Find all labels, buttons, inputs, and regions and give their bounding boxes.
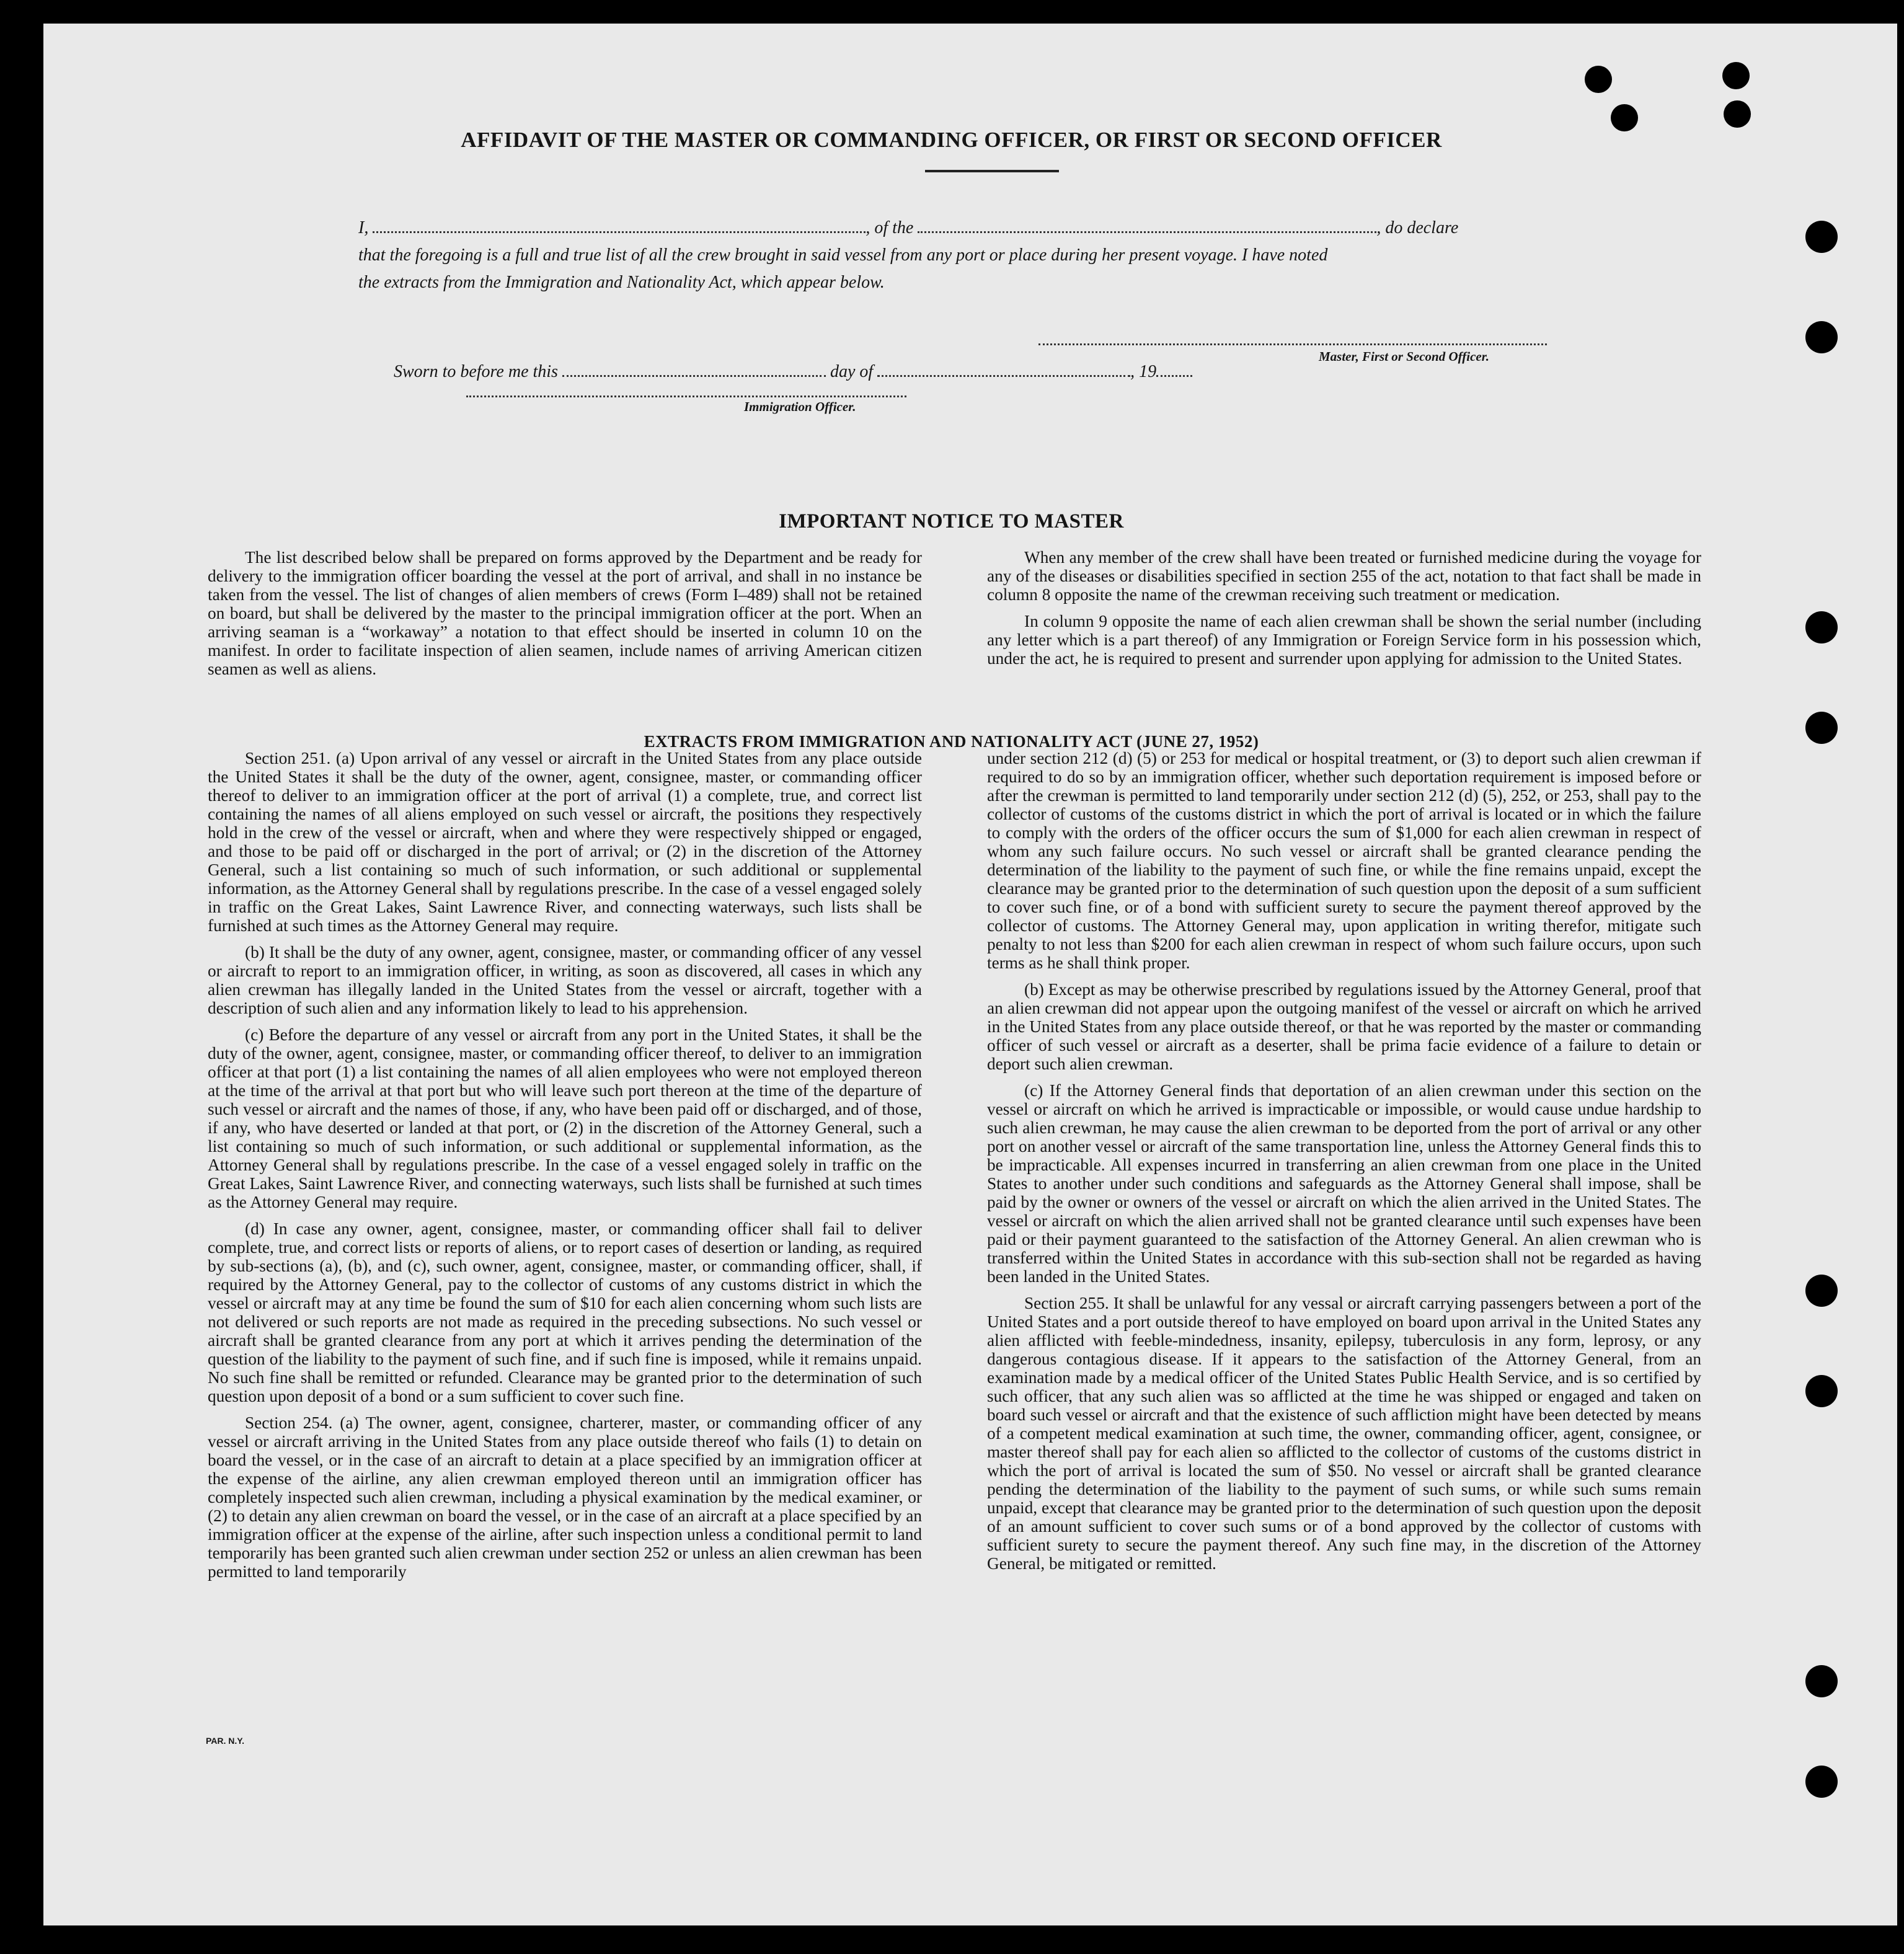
notice-paragraph: In column 9 opposite the name of each alien crewman shall be shown the serial number (including any letter which is a part thereof) of any Immigration or Foreign Service form in his possession which, under the act, he is required to present and surrender upon applying for admission to the United States. [987,612,1701,668]
section-254-b: (b) Except as may be otherwise prescribed by regulations issued by the Attorney General, proof that an alien crewman did not appear upon the outgoing manifest of the vessel or aircraft on which he arrived in the United States from any place outside thereof, or that he was reported by the master or commanding officer of such vessel or aircraft as a deserter, shall be prima facie evidence of a failure to detain or deport such alien crewman. [987,980,1701,1073]
master-signature-field[interactable] [1038,343,1547,345]
affidavit-title: AFFIDAVIT OF THE MASTER OR COMMANDING OFFICER, OR FIRST OR SECOND OFFICER [461,128,1442,152]
punch-hole [1805,1766,1838,1798]
punch-hole [1805,611,1838,643]
extracts-heading: EXTRACTS FROM IMMIGRATION AND NATIONALITY ACT (JUNE 27, 1952) [644,732,1259,751]
punch-hole [1805,1665,1838,1697]
declaration [358,214,1591,296]
declaration-line-1 [358,214,1591,242]
punch-hole [1585,66,1612,93]
printer-mark: PAR. N.Y. [206,1736,244,1746]
extracts-left-column [208,749,922,1581]
sworn-month-field[interactable] [877,361,1130,377]
punch-hole [1805,221,1838,253]
notice-right-column [987,548,1701,668]
sworn-day-field[interactable] [562,361,826,377]
extracts-right-column [987,749,1701,1573]
notice-paragraph: The list described below shall be prepared on forms approved by the Department and be ready for delivery to the immigration officer boarding the vessel at the port of arrival, and shall in no instance be taken from the vessel. The list of changes of alien members of crews (Form I–489) shall not be retained on board, but shall be delivered by the master to the principal immigration officer at the port. When an arriving seaman is a “workaway” a notation to that effect should be inserted in column 10 on the manifest. In order to facilitate inspection of alien seamen, include names of arriving American citizen seamen as well as aliens. [208,548,922,678]
title-rule [925,170,1059,172]
section-251-d: (d) In case any owner, agent, consignee, master, or commanding officer shall fail to deliver complete, true, and correct lists or reports of aliens, or to report cases of desertion or landing, as required by sub-sections (a), (b), and (c), such owner, agent, consignee, master, or commanding officer, shall, if required by the Attorney General, pay to the collector of customs of any customs district in which the vessel or aircraft may at any time be found the sum of $10 for each alien concerning whom such lists are not delivered or such reports are not made as required in the preceding subsections. No such vessel or aircraft shall be granted clearance from any port at which it arrives pending the determination of the question of the liability to the payment of such fine, and if such fine is imposed, while it remains unpaid. No such fine shall be remitted or refunded. Clearance may be granted prior to the determination of such question upon deposit of a bond or a sum sufficient to cover such fine. [208,1219,922,1405]
sworn-line [394,361,1386,382]
sworn-year-field[interactable] [1156,361,1192,377]
sworn-to-label: Sworn to before me this [394,362,558,381]
declaration-of-the: , of the [866,218,914,237]
section-251-a: Section 251. (a) Upon arrival of any vessel or aircraft in the United States from any place outside the United States it shall be the duty of the owner, agent, consignee, master, or commanding officer thereof to deliver to an immigration officer at the port of arrival (1) a complete, true, and correct list containing the names of all aliens employed on such vessel or aircraft, the positions they respectively hold in the crew of the vessel or aircraft, when and where they were respectively shipped or engaged, and those to be paid off or discharged in the port of arrival; or (2) in the discretion of the Attorney General, such a list containing so much of such information, or such additional or supplemental information, as the Attorney General shall by regulations prescribe. In the case of a vessel engaged solely in traffic on the Great Lakes, Saint Lawrence River, and connecting waterways, such lists shall be furnished at such times as the Attorney General may require. [208,749,922,935]
punch-hole [1805,1275,1838,1307]
day-of-label: day of [830,362,874,381]
section-254-a-continued: under section 212 (d) (5) or 253 for medical or hospital treatment, or (3) to deport such alien crewman if required to do so by an immigration officer, whether such deportation requirement is imposed before or after the crewman is permitted to land temporarily under section 212 (d) (5), 252, or 253, shall pay to the collector of customs of the customs district in which the port of arrival is located or in which the failure to comply with the orders of the officer occurs the sum of $1,000 for each alien crewman in respect of whom any such failure occurs. No such vessel or aircraft shall be granted clearance pending the determination of the liability to the payment of such fine, or while the fine remains unpaid, except the clearance may be granted prior to the determination of such question upon the deposit of a sum sufficient to cover such fine, or of a bond with sufficient surety to secure the payment thereof approved by the collector of customs. The Attorney General may, upon application in writing therefor, mitigate such penalty to not less than $200 for each alien crewman in respect of whom such failure occurs, upon such terms as he shall think proper. [987,749,1701,972]
punch-hole [1805,321,1838,353]
declaration-do-declare: , do declare [1376,218,1459,237]
punch-hole [1724,100,1751,128]
form-page [43,24,1897,1925]
notice-paragraph: When any member of the crew shall have been treated or furnished medicine during the voyage for any of the diseases or disabilities specified in section 255 of the act, notation to that fact shall be made in column 8 opposite the name of the crewman receiving such treatment or medication. [987,548,1701,604]
year-prefix: , 19 [1130,362,1157,381]
section-255: Section 255. It shall be unlawful for any vessal or aircraft carrying passengers between a port of the United States and a port outside thereof to have employed on board upon arrival in the United States any alien afflicted with feeble-mindedness, insanity, epilepsy, tuberculosis in any form, leprosy, or any dangerous contagious disease. If it appears to the satisfaction of the Attorney General, from an examination made by a medical officer of the United States Public Health Service, and is so certified by such officer, that any such alien was so afflicted at the time he was shipped or engaged and taken on board such vessel or aircraft and that the existence of such affliction might have been detected by means of a competent medical examination at such time, the owner, commanding officer, agent, consignee, or master thereof shall pay for each alien so afflicted to the collector of customs of the customs district in which the port of arrival is located the sum of $50. No vessel or aircraft shall be granted clearance pending the determination of the liability to the payment of such sums, or while such sums remain unpaid, except that clearance may be granted prior to the determination of such question upon the deposit of an amount sufficient to cover such sums or of a bond approved by the collector of customs with sufficient surety to secure the payment thereof. Any such fine may, in the discretion of the Attorney General, be mitigated or remitted. [987,1294,1701,1573]
section-254-a: Section 254. (a) The owner, agent, consignee, charterer, master, or commanding officer of any vessel or aircraft arriving in the United States from any place outside thereof who fails (1) to detain on board the vessel, or in the case of an aircraft to detain at a place specified by an immigration officer at the expense of the airline, any alien crewman employed thereon until an immigration officer has completely inspected such alien crewman, including a physical examination by the medical examiner, or (2) to detain any alien crewman on board the vessel, or in the case of an aircraft at a place specified by an immigration officer at the expense of the airline, after such inspection unless a conditional permit to land temporarily has been granted such alien crewman under section 252 or unless an alien crewman has been permitted to land temporarily [208,1413,922,1581]
immigration-officer-signature-field[interactable] [466,396,906,397]
punch-hole [1722,62,1750,89]
vessel-name-field[interactable] [918,218,1376,233]
section-251-c: (c) Before the departure of any vessel or aircraft from any port in the United States, it shall be the duty of the owner, agent, consignee, master, or commanding officer thereof, to deliver to an immigration officer at that port (1) a list containing the names of all alien employees who were not employed thereon at the time of the arrival at that port but who will leave such port thereon at the time of the departure of such vessel or aircraft and the names of those, if any, who have been paid off or discharged, and of those, if any, who have deserted or landed at that port, or (2) in the discretion of the Attorney General, such a list containing so much of such information, or such additional or supplemental information, as the Attorney General shall by regulations prescribe. In the case of a vessel engaged solely in traffic on the Great Lakes, Saint Lawrence River, and connecting waterways, such lists shall be furnished at such times as the Attorney General may require. [208,1025,922,1211]
declaration-line-2: that the foregoing is a full and true list of all the crew brought in said vessel from any port or place during her present voyage. I have noted [358,245,1328,265]
notice-heading: IMPORTANT NOTICE TO MASTER [779,510,1124,533]
master-caption: Master, First or Second Officer. [1319,349,1489,364]
notice-left-column [208,548,922,678]
declarant-name-field[interactable] [373,218,866,233]
punch-hole [1805,1375,1838,1407]
section-251-b: (b) It shall be the duty of any owner, agent, consignee, master, or commanding officer of any vessel or aircraft to report to an immigration officer, in writing, as soon as discovered, all cases in which any alien crewman has illegally landed in the United States from the vessel or aircraft, together with a description of such alien and any information likely to lead to his apprehension. [208,943,922,1017]
declaration-i: I, [358,218,369,237]
officer-caption: Immigration Officer. [744,399,856,414]
section-254-c: (c) If the Attorney General finds that deportation of an alien crewman under this section on the vessel or aircraft on which he arrived is impracticable or impossible, or would cause undue hardship to such alien crewman, he may cause the alien crewman to be deported from the port of arrival or any other port on another vessel or aircraft of the same transportation line, unless the Attorney General finds this to be impracticable. All expenses incurred in transferring an alien crewman from one place in the United States to another under such conditions and safeguards as the Attorney General shall impose, shall be paid by the owner or owners of the vessel or aircraft on which the alien arrived in the United States. The vessel or aircraft on which the alien arrived shall not be granted clearance until such expenses have been paid or their payment guaranteed to the satisfaction of the Attorney General. An alien crewman who is transferred within the United States in accordance with this sub-section shall not be regarded as having been landed in the United States. [987,1081,1701,1286]
declaration-line-3: the extracts from the Immigration and Nationality Act, which appear below. [358,273,885,292]
